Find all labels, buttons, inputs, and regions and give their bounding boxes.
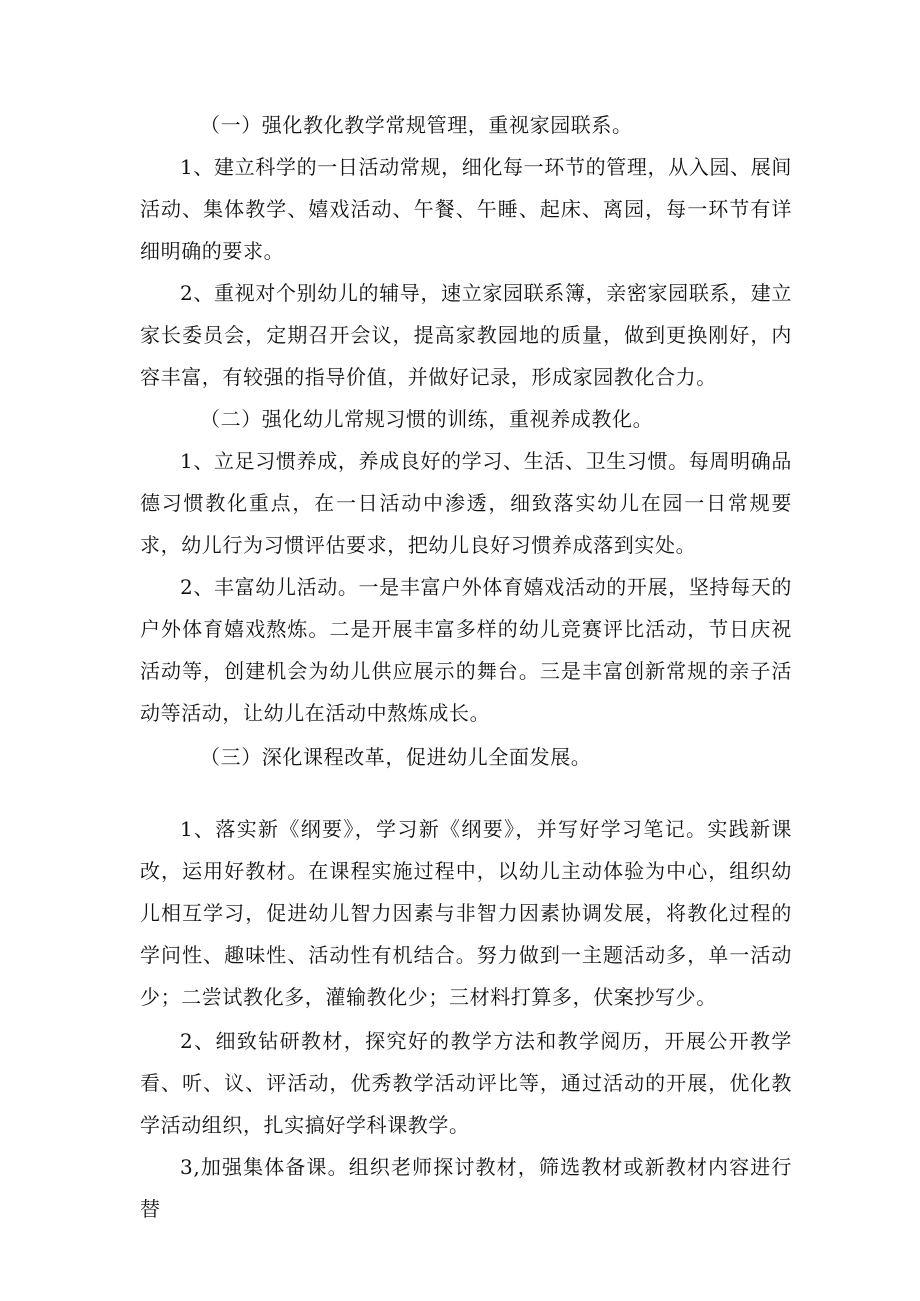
paragraph-1-1: 1、建立科学的一日活动常规，细化每一环节的管理，从入园、展间活动、集体教学、嬉戏活动、午餐、午睡、起床、离园，每一环节有详细明确的要求。 (140, 155, 792, 263)
section-heading-1: （一）强化教化教学常规管理，重视家园联系。 (200, 113, 633, 137)
paragraph-2-1: 1、立足习惯养成，养成良好的学习、生活、卫生习惯。每周明确品德习惯教化重点，在一日活动中渗透，细致落实幼儿在园一日常规要求，幼儿行为习惯评估要求，把幼儿良好习惯养成落到实处。 (140, 449, 792, 557)
section-heading-2: （二）强化幼儿常规习惯的训练，重视养成教化。 (200, 407, 654, 431)
paragraph-2-2: 2、丰富幼儿活动。一是丰富户外体育嬉戏活动的开展，坚持每天的户外体育嬉戏熬炼。二是开展丰富多样的幼儿竞赛评比活动，节日庆祝活动等，创建机会为幼儿供应展示的舞台。三是丰富创新常规的亲子活动等活动，让幼儿在活动中熬炼成长。 (140, 575, 792, 725)
section-heading-3: （三）深化课程改革，促进幼儿全面发展。 (200, 745, 592, 769)
paragraph-1-2: 2、重视对个别幼儿的辅导，速立家园联系簿，亲密家园联系，建立家长委员会，定期召开会议，提高家教园地的质量，做到更换刚好，内容丰富，有较强的指导价值，并做好记录，形成家园教化合力。 (140, 281, 792, 389)
paragraph-3-1: 1、落实新《纲要》，学习新《纲要》，并写好学习笔记。实践新课改，运用好教材。在课程实施过程中，以幼儿主动体验为中心，组织幼儿相互学习，促进幼儿智力因素与非智力因素协调发展，将教化过程的学问性、趣味性、活动性有机结合。努力做到一主题活动多，单一活动少；二尝试教化多，灌输教化少；三材料打算多，伏案抄写少。 (140, 817, 792, 1009)
paragraph-3-2: 2、细致钻研教材，探究好的教学方法和教学阅历，开展公开教学看、听、议、评活动，优秀教学活动评比等，通过活动的开展，优化教学活动组织，扎实搞好学科课教学。 (140, 1029, 792, 1137)
paragraph-3-3: 3,加强集体备课。组织老师探讨教材，筛选教材或新教材内容进行替 (140, 1155, 792, 1221)
